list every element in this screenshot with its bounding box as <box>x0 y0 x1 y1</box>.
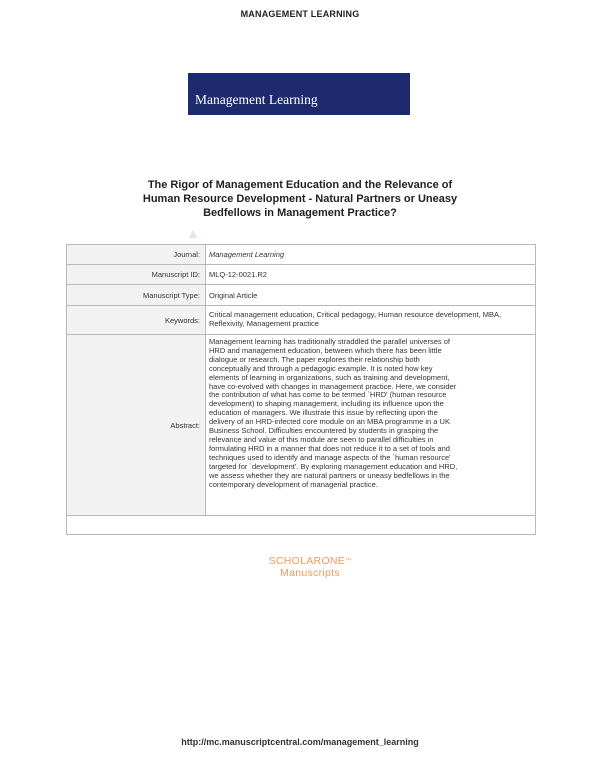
abstract-line: contemporary development of managerial practice. <box>209 479 378 489</box>
journal-banner-title: Management Learning <box>195 92 318 107</box>
abstract-line: delivery of an HRD-infected core module on an MBA programme in a UK <box>209 417 450 427</box>
abstract-line: Business School. Difficulties encountered by students in grasping the <box>209 426 439 436</box>
keywords-value: Critical management education, Critical pedagogy, Human resource development, MBA, Reflexivity, Management practice <box>209 310 502 328</box>
keywords-label: Keywords: <box>67 306 206 334</box>
manuscript-type-label: Manuscript Type: <box>67 285 206 305</box>
abstract-line: education of managers. We illustrate this issue by reflecting upon the <box>209 408 438 418</box>
logo-subtitle: Manuscripts <box>280 567 340 579</box>
abstract-line: dialogue or research. The paper explores their relationship both <box>209 354 420 364</box>
abstract-line: HRD and management education, between which there has been little <box>209 345 442 355</box>
journal-row <box>67 245 535 265</box>
logo-trademark: ™ <box>345 558 352 564</box>
abstract-line: we assess whether they are natural partners or uneasy bedfellows in the <box>209 470 450 480</box>
manuscript-type-row <box>67 285 535 306</box>
title-line: Bedfellows in Management Practice? <box>203 207 397 219</box>
journal-value: Management Learning <box>209 250 285 259</box>
abstract-row <box>67 335 535 516</box>
abstract-line: have co-evolved with changes in management practice. Here, we consider <box>209 381 457 391</box>
keywords-row <box>67 306 535 335</box>
logo-wordmark: SCHOLARONE <box>268 555 346 567</box>
journal-banner <box>188 73 410 115</box>
scholarone-logo <box>255 555 365 579</box>
title-line: Human Resource Development - Natural Partners or Uneasy <box>142 193 458 205</box>
metadata-table <box>66 244 536 535</box>
watermark-arrow-icon: ▲ <box>186 225 200 241</box>
abstract-text <box>206 335 535 515</box>
abstract-line: targeted for `development'. By exploring management education and HRD, <box>209 461 458 471</box>
running-header: MANAGEMENT LEARNING <box>240 9 360 19</box>
abstract-line: techniques used to identify and manage aspects of the `human resource' <box>209 452 451 462</box>
manuscript-type-value: Original Article <box>209 290 258 300</box>
abstract-label: Abstract: <box>67 335 206 515</box>
article-title <box>80 178 520 220</box>
abstract-line: elements of learning in organizations, such as training and development, <box>209 372 450 382</box>
manuscript-id-row <box>67 265 535 285</box>
manuscript-id-value: MLQ-12-0021.R2 <box>209 270 267 279</box>
empty-row <box>67 516 535 540</box>
abstract-line: relevance and value of this module are seen to parallel difficulties in <box>209 434 434 444</box>
abstract-line: Management learning has traditionally straddled the parallel universes of <box>209 337 450 346</box>
manuscript-id-label: Manuscript ID: <box>67 265 206 284</box>
footer-url: http://mc.manuscriptcentral.com/management_learning <box>181 737 419 747</box>
abstract-line: formulating HRD in a manner that does not reduce it to a set of tools and <box>209 443 450 453</box>
abstract-line: the contribution of what has come to be termed `HRD' (human resource <box>209 390 447 400</box>
abstract-line: development) to shaping management, including its influence upon the <box>209 399 444 409</box>
abstract-line: conceptually and through a pedagogic example. It is noted how key <box>209 363 433 373</box>
journal-label: Journal: <box>67 245 206 264</box>
title-line: The Rigor of Management Education and the Relevance of <box>147 179 453 191</box>
